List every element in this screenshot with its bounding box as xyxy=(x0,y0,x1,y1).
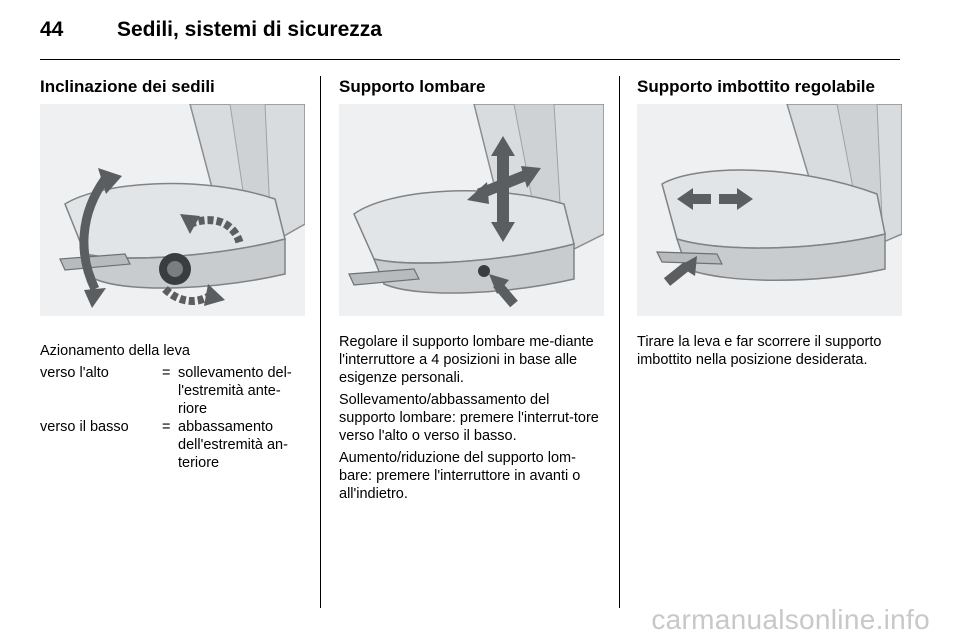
definition-row xyxy=(40,364,302,418)
lumbar-support-text xyxy=(339,333,605,507)
watermark: carmanualsonline.info xyxy=(651,604,930,635)
definition-description: sollevamento del-l'estremità ante-riore xyxy=(178,365,292,417)
section-lumbar-support xyxy=(339,76,604,316)
paragraph: Regolare il supporto lombare me-diante l'interruttore a 4 posizioni in base alle esigenze personali. xyxy=(339,334,594,386)
column-divider-2 xyxy=(619,76,620,608)
paragraph: Aumento/riduzione del supporto lom-bare: premere l'interruttore in avanti o all'indietro. xyxy=(339,450,581,502)
section-heading: Inclinazione dei sedili xyxy=(40,77,215,96)
adjustable-thigh-support-illustration-icon xyxy=(637,104,902,316)
section-seat-tilt xyxy=(40,76,305,316)
seat-tilt-definition-list xyxy=(40,364,302,472)
header-divider xyxy=(40,59,900,60)
adjustable-support-text xyxy=(637,333,902,373)
seat-tilt-intro: Azionamento della leva xyxy=(40,343,190,359)
page-title: Sedili, sistemi di sicurezza xyxy=(117,18,382,41)
paragraph: Sollevamento/abbassamento del supporto lombare: premere l'interrut-tore verso l'alto o verso il basso. xyxy=(339,392,599,444)
definition-equals: = xyxy=(162,419,171,435)
section-adjustable-support xyxy=(637,76,902,316)
definition-term: verso il basso xyxy=(40,419,129,435)
page-number: 44 xyxy=(40,18,64,41)
definition-description: abbassamento dell'estremità an-teriore xyxy=(178,419,288,471)
section-heading: Supporto lombare xyxy=(339,77,486,96)
definition-term: verso l'alto xyxy=(40,365,109,381)
definition-equals: = xyxy=(162,365,171,381)
lumbar-support-switch-illustration-icon xyxy=(339,104,604,316)
section-heading: Supporto imbottito regolabile xyxy=(637,77,875,96)
paragraph: Tirare la leva e far scorrere il supporto imbottito nella posizione desiderata. xyxy=(637,334,882,368)
column-divider-1 xyxy=(320,76,321,608)
seat-tilt-lever-illustration-icon xyxy=(40,104,305,316)
definition-row xyxy=(40,418,302,472)
